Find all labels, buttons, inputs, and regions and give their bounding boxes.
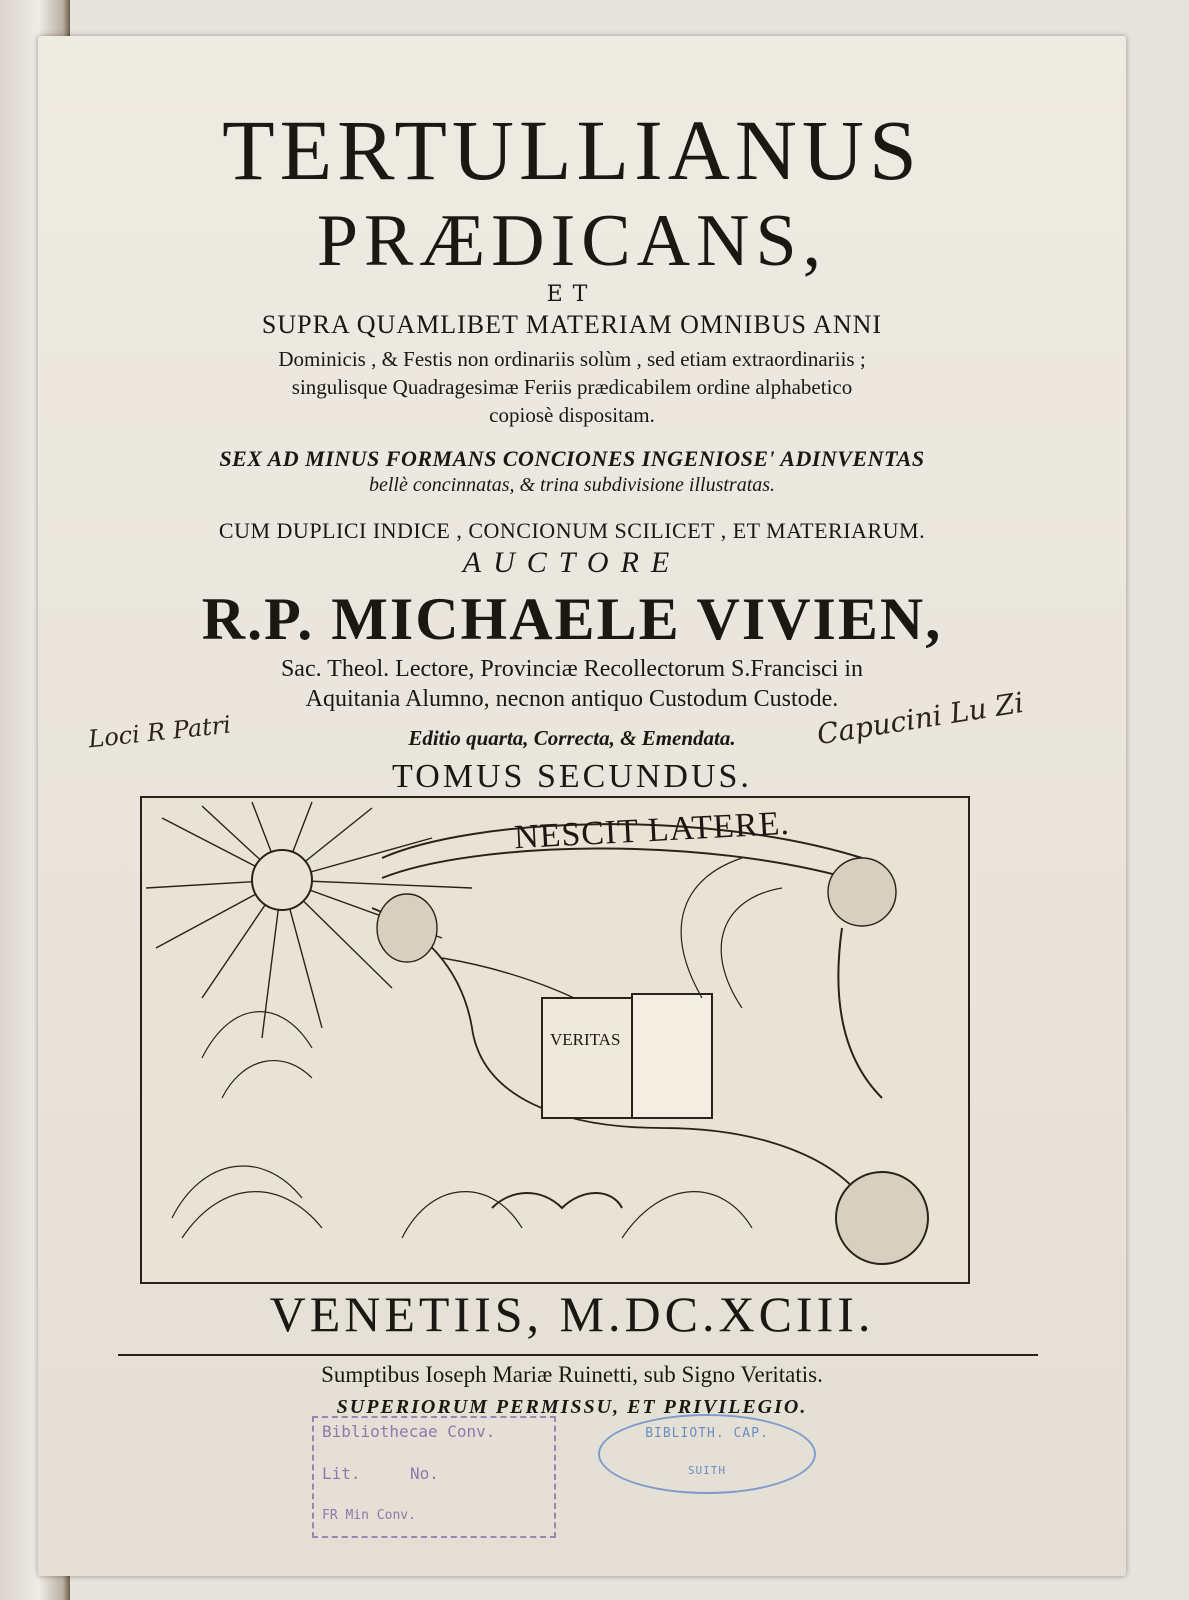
cherub-icon	[828, 858, 896, 926]
sun-face-icon	[252, 850, 312, 910]
description-line-1: Dominicis , & Festis non ordinariis solùm , sed etiam extraordinariis ;	[278, 347, 866, 371]
globe-icon	[836, 1172, 928, 1264]
sermon-description-2: bellè concinnatas, & trina subdivisione illustratas.	[368, 474, 776, 496]
book-title: TERTULLIANUS	[222, 102, 922, 198]
sermon-description: SEX AD MINUS FORMANS CONCIONES INGENIOSE' ADINVENTAS	[219, 446, 925, 471]
book-title-line2: PRÆDICANS,	[316, 200, 828, 282]
imprint-rule	[118, 1354, 1038, 1356]
engraving-motto: NESCIT LATERE.	[513, 804, 791, 857]
open-book-icon	[542, 998, 632, 1118]
stamp-rect-line3: FR Min Conv.	[322, 1508, 416, 1523]
author-description-1: Sac. Theol. Lectore, Provinciæ Recollectorum S.Francisci in	[280, 656, 864, 682]
imprint-place-date: VENETIIS, M.DC.XCIII.	[269, 1286, 875, 1342]
library-stamp-rect	[312, 1416, 556, 1538]
publisher-line: Sumptibus Ioseph Mariæ Ruinetti, sub Signo Veritatis.	[321, 1362, 823, 1387]
volume-label: TOMUS SECUNDUS.	[392, 758, 752, 795]
handwritten-note-right: Capucini Lu Zi	[814, 685, 1026, 752]
description-line-2: singulisque Quadragesimæ Feriis prædicabilem ordine alphabetico	[291, 375, 853, 399]
stamp-oval-line2: SUITH	[687, 1464, 727, 1477]
edition-note: Editio quarta, Correcta, & Emendata.	[408, 726, 736, 750]
monogram-icon	[492, 1193, 622, 1208]
description-line-3: copiosè dispositam.	[489, 403, 655, 427]
author-name: R.P. MICHAELE VIVIEN,	[201, 586, 943, 652]
auctore-label: AUCTORE	[462, 546, 682, 579]
index-note: CUM DUPLICI INDICE , CONCIONUM SCILICET , ET MATERIARUM.	[218, 518, 926, 543]
book-text: VERITAS	[550, 1030, 621, 1049]
stamp-rect-no: No.	[410, 1464, 439, 1483]
handwritten-note-left: Loci R Patri	[86, 710, 233, 754]
stamp-oval-line1: BIBLIOTH. CAP.	[645, 1426, 769, 1441]
conjunction: ET	[546, 282, 598, 307]
engraving-illustration	[140, 796, 970, 1284]
stamp-rect-lit: Lit.	[322, 1464, 361, 1483]
subtitle: SUPRA QUAMLIBET MATERIAM OMNIBUS ANNI	[261, 310, 883, 339]
stamp-rect-line1: Bibliothecae Conv.	[322, 1422, 496, 1441]
privilege-line: SUPERIORUM PERMISSU, ET PRIVILEGIO.	[336, 1396, 808, 1418]
author-description-2: Aquitania Alumno, necnon antiquo Custodum Custode.	[305, 686, 839, 712]
library-stamp-oval	[598, 1414, 816, 1494]
title-page	[38, 36, 1126, 1576]
